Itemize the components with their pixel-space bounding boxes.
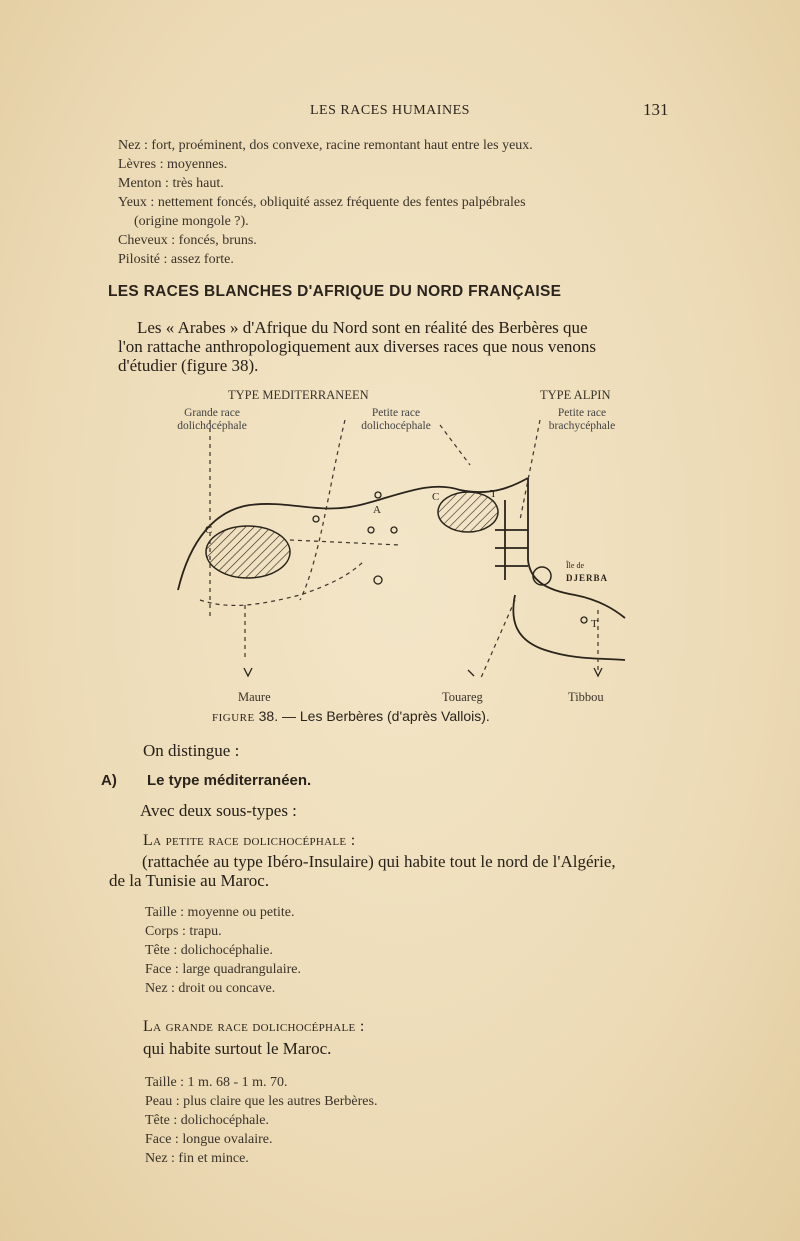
intro-line: l'on rattache anthropologiquement aux diverses races que nous venons [118,337,596,356]
trait-line: Nez : fort, proéminent, dos convexe, racine remontant haut entre les yeux. [118,138,533,153]
petite-trait: Corps : trapu. [145,924,222,939]
petite-trait: Taille : moyenne ou petite. [145,905,295,920]
petite-desc-line: (rattachée au type Ibéro-Insulaire) qui habite tout le nord de l'Algérie, [142,852,616,871]
grande-trait: Face : longue ovalaire. [145,1132,273,1147]
figure-col-label: Petite race dolichocéphale [361,407,431,432]
trait-line: Lèvres : moyennes. [118,157,228,172]
figure-type-mediterranean: TYPE MEDITERRANEEN [228,388,369,402]
grande-race-title: La grande race dolichocéphale : [143,1018,365,1035]
figure-type-alpine: TYPE ALPIN [540,388,611,402]
map-label-ile: Île de [566,561,584,570]
grande-trait: Tête : dolichocéphale. [145,1113,269,1128]
page-number: 131 [643,100,669,119]
petite-trait: Nez : droit ou concave. [145,981,276,996]
caption-text: 38. — Les Berbères (d'après Vallois). [258,708,490,724]
intro-line: d'étudier (figure 38). [118,356,259,375]
intro-line: Les « Arabes » d'Afrique du Nord sont en réalité des Berbères que [137,318,588,337]
grande-trait: Nez : fin et mince. [145,1151,249,1166]
running-header: LES RACES HUMAINES [310,103,470,118]
map-letter: C [205,524,213,536]
figure-caption [212,708,490,724]
grande-desc: qui habite surtout le Maroc. [143,1039,332,1058]
figure-col-label: Petite race brachycéphale [548,407,616,432]
figure-col-label: Grande race dolichocéphale [177,407,247,432]
grande-trait: Peau : plus claire que les autres Berbères. [145,1094,378,1109]
trait-line: Yeux : nettement foncés, obliquité assez fréquente des fentes palpébrales [118,195,526,210]
figure-bottom-label: Maure [238,690,271,704]
type-a-title: Le type méditerranéen. [147,772,312,789]
petite-desc-line: de la Tunisie au Maroc. [109,871,270,890]
map-letter: T [490,488,497,500]
figure-bottom-label: Touareg [442,690,483,704]
distinguish-line: On distingue : [143,741,240,760]
trait-line: Menton : très haut. [118,176,224,191]
map-label-jerba: DJERBA [566,573,609,583]
map-letter: T [591,618,598,630]
petite-trait: Tête : dolichocéphalie. [145,943,273,958]
trait-line: Cheveux : foncés, bruns. [118,233,257,248]
map-letter: C [432,491,440,503]
petite-trait: Face : large quadrangulaire. [145,962,302,977]
section-heading: LES RACES BLANCHES D'AFRIQUE DU NORD FRANÇAISE [108,283,562,300]
figure-bottom-label: Tibbou [568,690,604,704]
map-letter: A [373,504,381,516]
type-a-marker: A) [101,772,117,789]
subtypes-intro: Avec deux sous-types : [140,801,297,820]
caption-figure-word: FIGURE [212,712,255,724]
trait-line: Pilosité : assez forte. [118,252,234,267]
trait-line: (origine mongole ?). [134,214,249,229]
grande-trait: Taille : 1 m. 68 - 1 m. 70. [145,1075,288,1090]
petite-race-title: La petite race dolichocéphale : [143,832,356,849]
